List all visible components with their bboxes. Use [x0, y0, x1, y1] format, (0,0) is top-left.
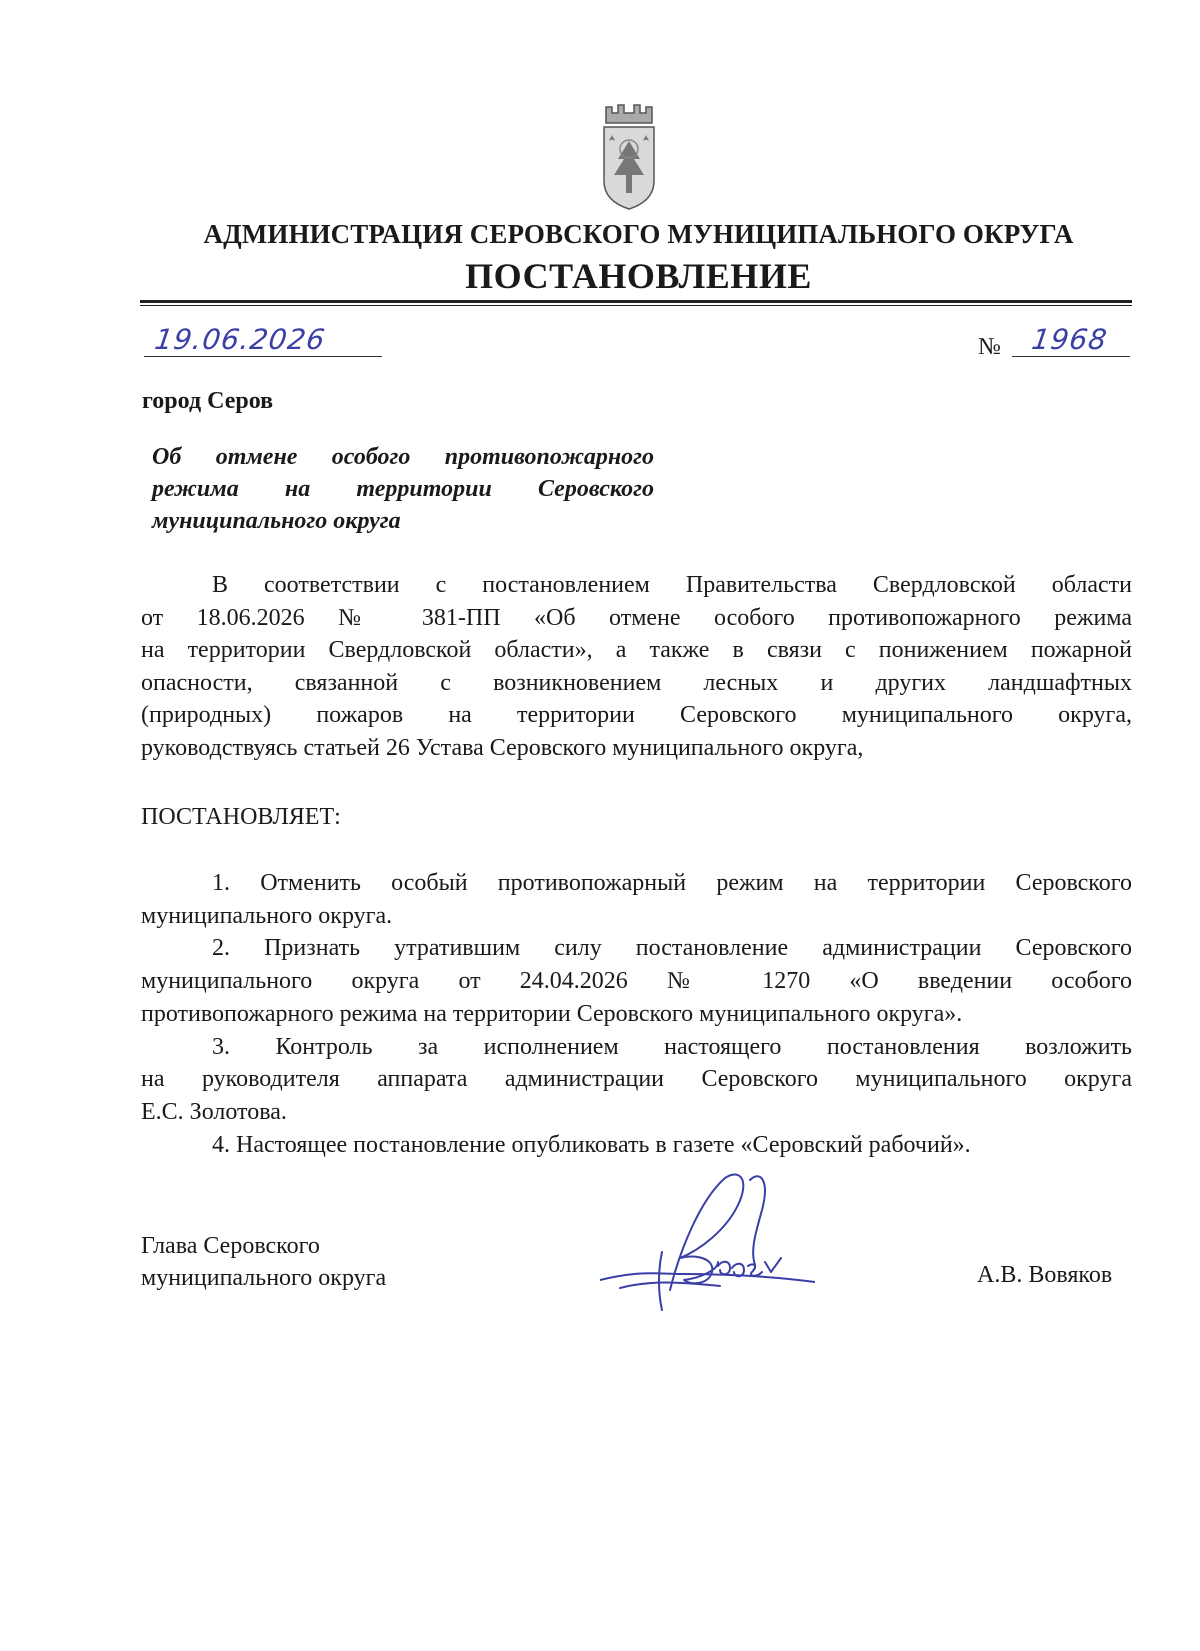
subject-line: муниципального округа — [152, 508, 401, 534]
number-underline — [1012, 356, 1130, 357]
signatory-position-line: муниципального округа — [141, 1265, 387, 1291]
item-line: на руководителя аппарата администрации Серовского муниципального округа — [141, 1066, 1132, 1093]
header-divider-thick — [140, 300, 1132, 303]
number-sign: № — [978, 334, 1001, 360]
signatory-position-line: Глава Серовского — [141, 1233, 320, 1259]
document-number: 1968 — [1029, 323, 1110, 356]
item-line: Е.С. Золотова. — [141, 1098, 287, 1125]
preamble-line: на территории Свердловской области», а также в связи с понижением пожарной — [141, 637, 1132, 663]
document-date: 19.06.2026 — [152, 323, 328, 356]
signatory-name: А.В. Вовяков — [977, 1262, 1113, 1288]
resolution-items — [141, 867, 1132, 1161]
date-underline — [144, 356, 382, 357]
preamble-line: (природных) пожаров на территории Серовского муниципального округа, — [141, 702, 1132, 728]
city-name: город Серов — [142, 388, 274, 414]
resolves-heading: ПОСТАНОВЛЯЕТ: — [141, 804, 341, 830]
organization-title: АДМИНИСТРАЦИЯ СЕРОВСКОГО МУНИЦИПАЛЬНОГО ОКРУГА — [203, 219, 1074, 249]
item-line: 1. Отменить особый противопожарный режим на территории Серовского — [212, 870, 1132, 896]
handwritten-signature — [600, 1170, 815, 1320]
header-divider-thin — [140, 305, 1132, 306]
item-line: противопожарного режима на территории Серовского муниципального округа». — [141, 1000, 963, 1027]
preamble-line: опасности, связанной с возникновением лесных и других ландшафтных — [141, 669, 1132, 696]
document-type-title: ПОСТАНОВЛЕНИЕ — [465, 256, 812, 296]
preamble-line: руководствуясь статьей 26 Устава Серовского муниципального округа, — [141, 734, 864, 761]
item-line: муниципального округа от 24.04.2026 № 1270 «О введении особого — [141, 968, 1132, 995]
item-line: 2. Признать утратившим силу постановление администрации Серовского — [212, 935, 1132, 962]
signatory-position — [141, 1230, 386, 1294]
coat-of-arms-icon — [600, 101, 658, 213]
item-line: муниципального округа. — [141, 902, 393, 929]
preamble-paragraph — [141, 569, 1132, 764]
item-line: 3. Контроль за исполнением настоящего постановления возложить — [212, 1033, 1132, 1060]
subject-line: режима на территории Серовского — [152, 476, 654, 502]
item-line: 4. Настоящее постановление опубликовать в газете «Серовский рабочий». — [212, 1131, 971, 1158]
document-subject — [152, 441, 654, 537]
preamble-line: В соответствии с постановлением Правительства Свердловской области — [212, 572, 1132, 598]
subject-line: Об отмене особого противопожарного — [152, 444, 654, 470]
preamble-line: от 18.06.2026 № 381-ПП «Об отмене особого противопожарного режима — [141, 604, 1132, 631]
